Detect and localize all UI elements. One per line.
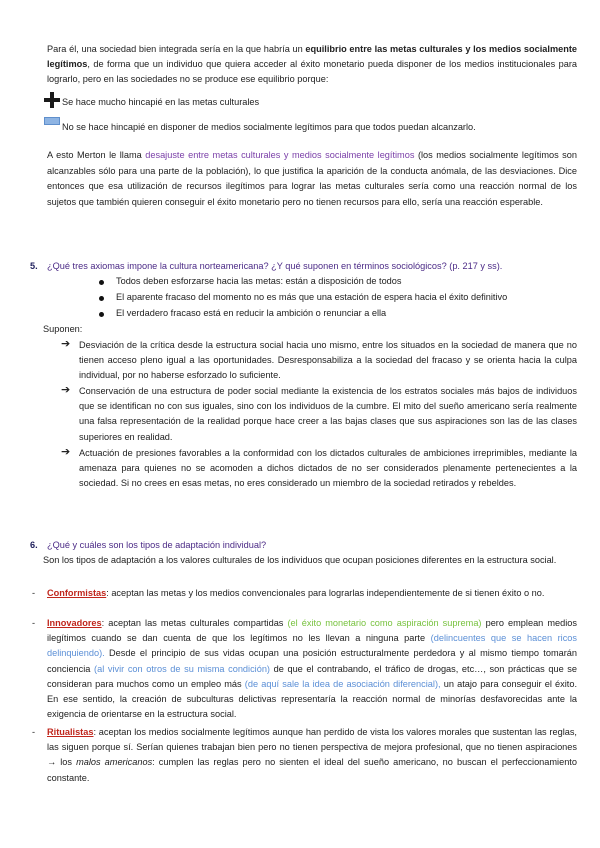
q5-bullet-1: Todos deben esforzarse hacia las metas: están a disposición de todos [116,276,402,286]
innovadores-label: Innovadores [47,618,102,628]
minus-item-text: No se hace hincapié en disponer de medios socialmente legítimos para que todos puedan alcanzarlo. [62,122,476,132]
dash-marker: - [32,588,36,598]
plus-item-text: Se hace mucho hincapié en las metas culturales [62,97,260,107]
conformistas-label: Conformistas [47,588,107,598]
dash-marker: - [32,727,36,737]
q5-number: 5. [30,261,38,271]
q5-arrow-item-2: Conservación de una estructura de poder social mediante la existencia de los estratos sociales más bajos de individuos que se identifican no con sus iguales, sino con los individuos de la cumbre. El mito del sueño americano sería realmente una falsa representación de la realidad porque hace creer a las bajas clases que sus aspiraciones son las de las clases superiores en realidad. [79,386,577,442]
ritualistas-label: Ritualistas [47,727,94,737]
intro-paragraph-2: A esto Merton le llama desajuste entre metas culturales y medios socialmente legítimos (los medios socialmente legítimos son alcanzables sólo para una parte de la población), lo que justifica la aparición de la conducta anómala, de las desviaciones. Dice entonces que esa utilización de recursos ilegítimos para lograr las metas culturales sería como una reacción normal de los sujetos que también quieren conseguir el éxito monetario pero no tienen recursos para ello, sería una reacción esperable. [47,150,577,207]
q6-intro: Son los tipos de adaptación a los valores culturales de los individuos que ocupan posiciones diferentes en la estructura social. [43,555,557,565]
plus-icon [44,92,60,108]
green-note: (el éxito monetario como aspiración suprema) [287,618,482,628]
blue-note-2: (al vivir con otros de su misma condición) [94,663,270,674]
ritualistas-item: Ritualistas: aceptan los medios socialmente legítimos aunque han perdido de vista los valores morales que sustentan las reglas, las siguen porque sí. Serían quienes trabajan bien pero no tienen perspectiva de mejora profesional, que no tienen aspiraciones → los malos americanos: cumplen las reglas pero no sienten el ideal del sueño americano, no buscan el perfeccionamiento constante. [47,727,577,783]
arrow-icon: ➔ [61,384,71,396]
italic-malos-americanos: malos americanos [76,757,153,768]
blue-note-3: (de aquí sale la idea de asociación diferencial), [244,678,441,689]
q5-bullet-3: El verdadero fracaso está en reducir la ambición o renunciar a ella [116,308,387,318]
q6-number: 6. [30,540,38,550]
arrow-icon: ➔ [61,446,71,458]
conformistas-item: Conformistas: aceptan las metas y los medios convencionales para lograrlas independientemente de si tienen éxito o no. [47,588,545,598]
q5-arrow-item-1: Desviación de la crítica desde la estructura social hacia uno mismo, entre los situados en la sociedad de manera que no tienen acceso pleno igual a las oportunidades. Desresponsabiliza a la sociedad del fracaso y se orienta hacia la culpa individual, por no haberse esforzado lo suficiente. [79,340,577,381]
minus-icon [44,117,60,125]
bullet-dot [99,312,104,317]
bold-equilibrio: equilibrio entre las metas culturales y los medios socialmente legítimos [47,44,577,70]
blue-note-1: (delincuentes que se hacen ricos delinquiendo). [47,633,578,659]
purple-desajuste: desajuste entre metas culturales y medios socialmente legítimos [145,150,415,160]
bullet-dot [99,296,104,301]
dash-marker: - [32,618,36,628]
intro-paragraph-1: Para él, una sociedad bien integrada sería en la que habría un equilibrio entre las metas culturales y los medios socialmente legítimos, de forma que un individuo que quiera acceder al éxito monetario pueda disponer de los medios institucionales para lograrlo, pero en las sociedades no se produce ese equilibrio porque: [47,44,577,85]
innovadores-item: Innovadores: aceptan las metas culturales compartidas (el éxito monetario como aspiración suprema) pero emplean medios ilegítimos cuando se dan cuenta de que los legítimos no les llevan a ninguna parte (delincuentes que se hacen ricos delinquiendo). Desde el principio de sus vidas ocupan una posición estructuralmente perdedora y al mismo tiempo tomarán conciencia (al vivir con otros de su misma condición) de que el contrabando, el tráfico de drogas, etc…, son prácticas que se consideran para muchos como un empleo más (de aquí sale la idea de asociación diferencial), un atajo para conseguir el éxito. En ese sentido, la creación de subculturas delictivas representaría la reacción normal de minorías desfavorecidas ante la exigencia de orientarse en la estructura social. [47,618,578,720]
suponen-label: Suponen: [43,324,83,334]
arrow-icon: ➔ [61,338,71,350]
q5-question: ¿Qué tres axiomas impone la cultura norteamericana? ¿Y qué suponen en términos sociológicos? (p. 217 y ss). [47,261,503,271]
q5-arrow-item-3: Actuación de presiones favorables a la conformidad con los dictados culturales de ambiciones irreprimibles, mediante la amenaza para quienes no se acomoden a dichos dictados de no ser considerados plenamente pertenecientes a la sociedad. Si no crees en esas metas, no eres considerado un miembro de la sociedad retirados y rebeldes. [79,448,577,489]
q5-bullet-2: El aparente fracaso del momento no es más que una estación de espera hacia el éxito definitivo [116,292,508,302]
bullet-dot [99,280,104,285]
q6-question: ¿Qué y cuáles son los tipos de adaptación individual? [47,540,267,550]
